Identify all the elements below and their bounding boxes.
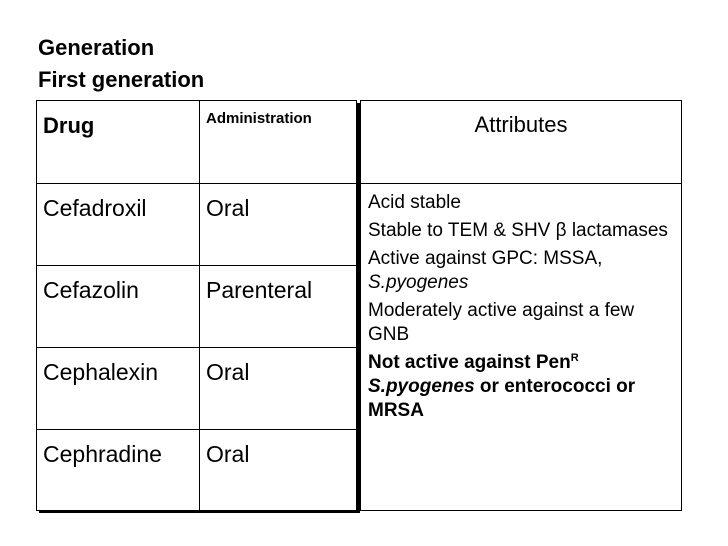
drug-name: Cefadroxil — [43, 195, 147, 221]
attribute-active-gpc-text: Active against GPC: MSSA, — [368, 248, 603, 269]
attribute-active-gpc — [368, 247, 675, 295]
attribute-not-active-text: Not active against Pen — [368, 352, 571, 373]
header-administration: Administration — [206, 110, 312, 127]
attributes-header — [361, 101, 681, 184]
attribute-not-active-superscript: R — [570, 352, 579, 364]
attributes-header-label: Attributes — [474, 112, 568, 137]
table-row — [37, 265, 356, 348]
attribute-active-gpc-organism: S.pyogenes — [368, 272, 469, 293]
drug-name: Cephalexin — [43, 359, 159, 385]
drug-administration: Oral — [206, 441, 250, 467]
attribute-moderately-active: Moderately active against a few GNB — [368, 300, 635, 345]
attribute-not-active-suffix: or enterococci or MRSA — [368, 376, 636, 421]
drug-administration: Oral — [206, 195, 250, 221]
drug-administration: Parenteral — [206, 277, 313, 303]
attribute-not-active-organism: S.pyogenes — [368, 376, 475, 397]
attributes-list — [368, 191, 675, 427]
heading-first-generation: First generation — [38, 67, 205, 92]
table-row — [37, 347, 356, 430]
drug-table — [36, 100, 357, 511]
table-row — [37, 429, 356, 512]
attribute-stable-tem-shv: Stable to TEM & SHV β lactamases — [368, 220, 668, 241]
attribute-acid-stable: Acid stable — [368, 192, 461, 213]
header-drug: Drug — [43, 113, 95, 138]
heading-generation: Generation — [38, 35, 155, 60]
drug-name: Cephradine — [43, 441, 162, 467]
attribute-not-active — [368, 351, 675, 423]
table-row — [37, 183, 356, 266]
attributes-box — [360, 100, 682, 511]
drug-administration: Oral — [206, 359, 250, 385]
drug-name: Cefazolin — [43, 277, 139, 303]
